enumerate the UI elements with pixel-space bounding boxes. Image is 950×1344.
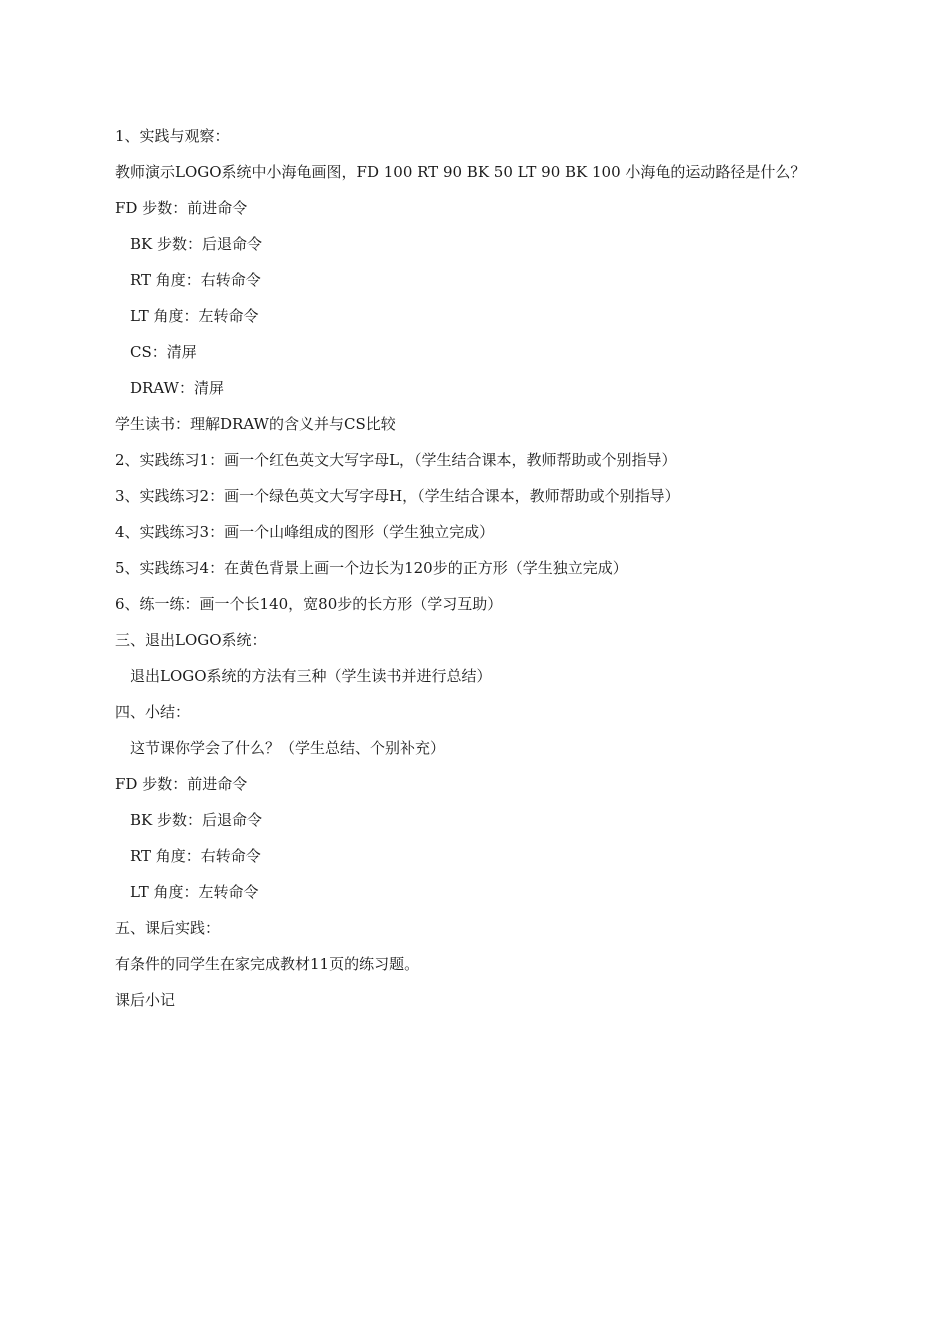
command-cs: CS：清屏 [130, 343, 197, 361]
command-lt: LT 角度：左转命令 [130, 307, 259, 325]
summary-command-bk: BK 步数：后退命令 [130, 811, 262, 829]
exercise-6: 6、练一练：画一个长140，宽80步的长方形（学习互助） [115, 595, 503, 613]
paragraph-teacher-demo: 教师演示LOGO系统中小海龟画图，FD 100 RT 90 BK 50 LT 90 BK 100 小海龟的运动路径是什么？ [115, 163, 806, 181]
summary-command-lt: LT 角度：左转命令 [130, 883, 259, 901]
paragraph-summary-question: 这节课你学会了什么？（学生总结、个别补充） [130, 739, 446, 757]
section-heading-exit-logo: 三、退出LOGO系统： [115, 631, 267, 649]
summary-command-rt: RT 角度：右转命令 [130, 847, 261, 865]
command-draw: DRAW：清屏 [130, 379, 224, 397]
paragraph-homework: 有条件的同学生在家完成教材11页的练习题。 [115, 955, 420, 973]
exercise-4: 5、实践练习4：在黄色背景上画一个边长为120步的正方形（学生独立完成） [115, 559, 628, 577]
section-heading-summary: 四、小结： [115, 703, 191, 721]
paragraph-student-reading: 学生读书：理解DRAW的含义并与CS比较 [115, 415, 396, 433]
paragraph-exit-methods: 退出LOGO系统的方法有三种（学生读书并进行总结） [130, 667, 492, 685]
exercise-2: 3、实践练习2：画一个绿色英文大写字母H，（学生结合课本，教师帮助或个别指导） [115, 487, 680, 505]
summary-command-fd: FD 步数：前进命令 [115, 775, 248, 793]
command-bk: BK 步数：后退命令 [130, 235, 262, 253]
exercise-3: 4、实践练习3：画一个山峰组成的图形（学生独立完成） [115, 523, 495, 541]
document-body [115, 118, 845, 1018]
command-rt: RT 角度：右转命令 [130, 271, 261, 289]
command-fd: FD 步数：前进命令 [115, 199, 248, 217]
section-heading-practice-observe: 1、实践与观察： [115, 127, 230, 145]
paragraph-notes: 课后小记 [115, 991, 176, 1009]
exercise-1: 2、实践练习1：画一个红色英文大写字母L，（学生结合课本，教师帮助或个别指导） [115, 451, 677, 469]
section-heading-after-class: 五、课后实践： [115, 919, 221, 937]
